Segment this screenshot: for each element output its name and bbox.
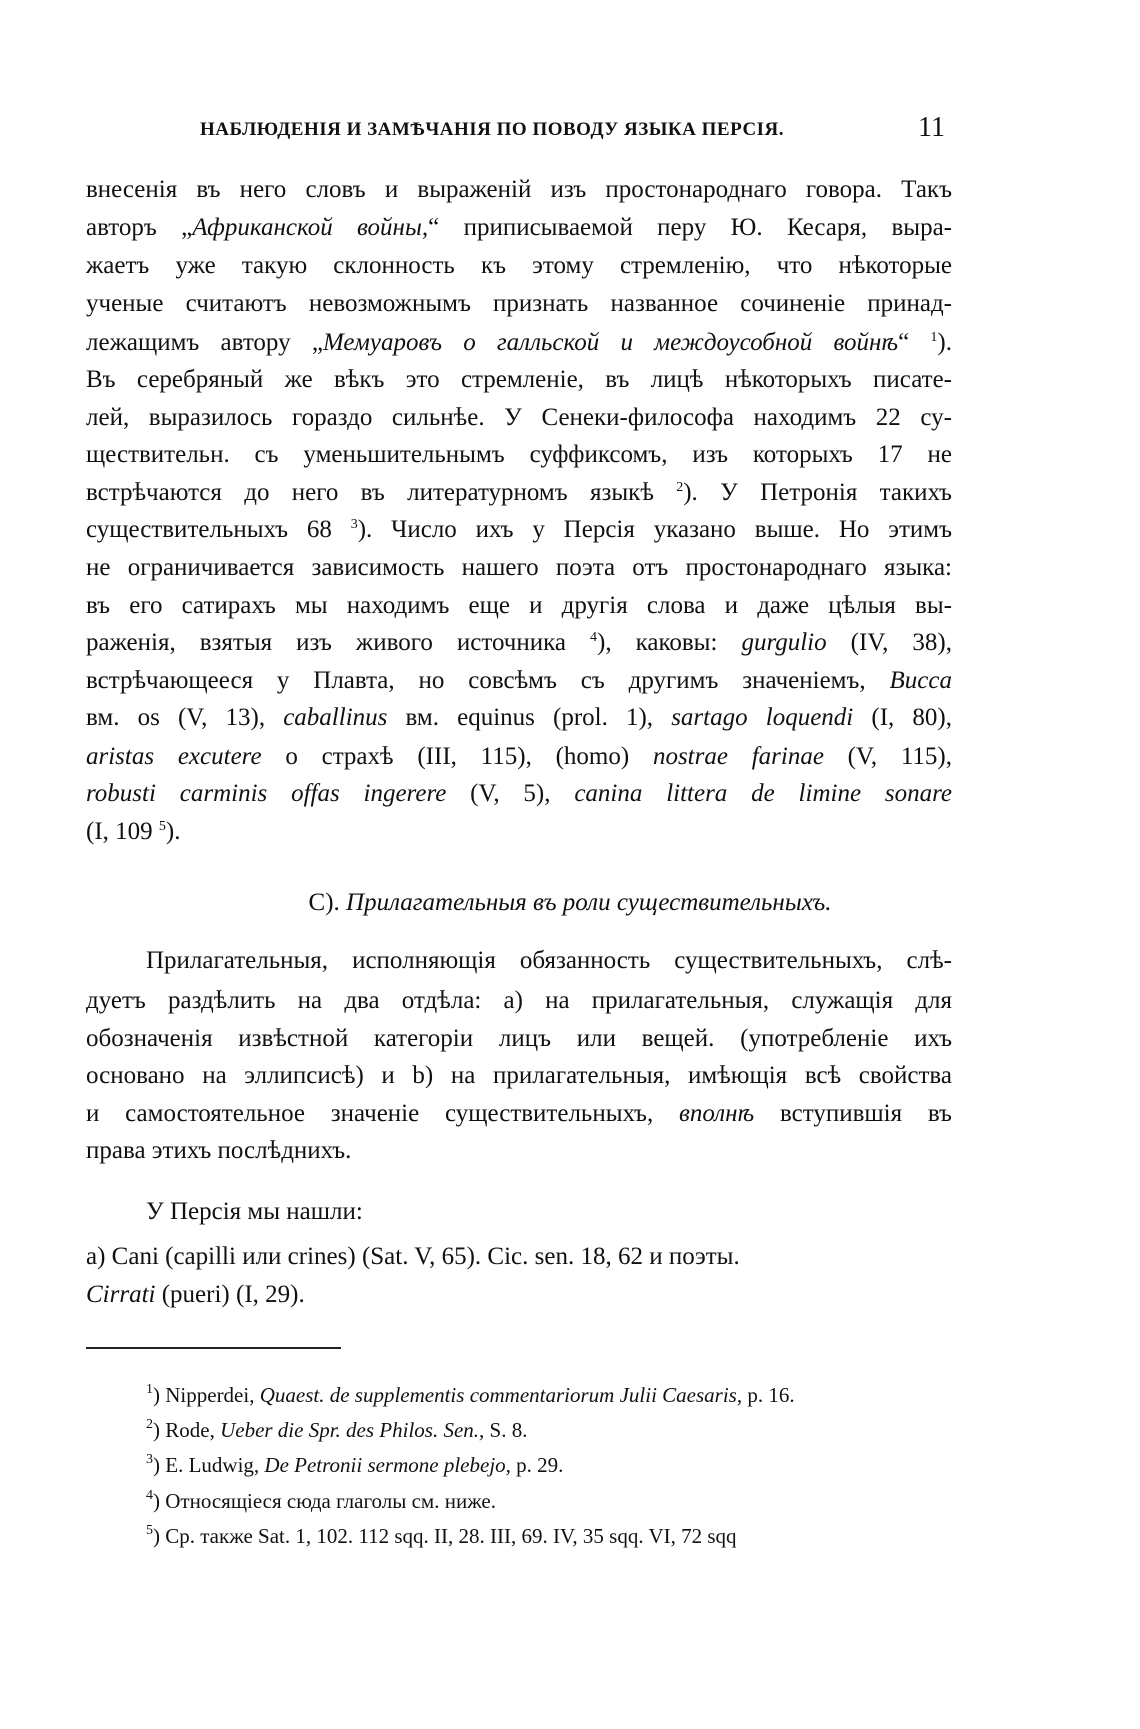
text-line bbox=[86, 175, 952, 205]
italic-text: De Petronii sermone plebejo, bbox=[264, 1453, 511, 1477]
text-line bbox=[86, 986, 952, 1016]
text-line bbox=[86, 742, 952, 772]
italic-text: Мемуаровъ о галльской и междоусобной войнѣ bbox=[322, 329, 899, 356]
footnote-marker: 2 bbox=[146, 1417, 153, 1432]
text: ). bbox=[937, 329, 952, 356]
text: (V, 5), bbox=[446, 780, 575, 807]
text-line bbox=[86, 1024, 952, 1054]
text: вм. equinus (prol. 1), bbox=[387, 704, 672, 731]
text: a) Cani (capilli или crines) (Sat. V, 65). Cic. sen. 18, 62 и поэты. bbox=[86, 1243, 740, 1270]
text: внесенія въ него словъ и выраженій изъ простонароднаго говора. Такъ bbox=[86, 176, 952, 203]
text: ). Число ихъ у Персія указано выше. Но этимъ bbox=[357, 516, 952, 543]
text: Въ серебряный же вѣкъ это стремленіе, въ лицѣ нѣкоторыхъ писате- bbox=[86, 366, 952, 393]
page-number: 11 bbox=[918, 112, 945, 143]
italic-text: canina littera de limine sonare bbox=[574, 780, 952, 807]
footnote-marker: 4 bbox=[146, 1488, 153, 1503]
section-label: C). bbox=[308, 889, 340, 916]
italic-text: Quaest. de supplementis commentariorum Julii Caesaris, bbox=[259, 1383, 743, 1407]
text-line bbox=[86, 779, 952, 809]
text: (pueri) (I, 29). bbox=[155, 1281, 305, 1308]
text: (V, 115), bbox=[823, 743, 952, 770]
text: раженія, взятыя изъ живого источника bbox=[86, 629, 591, 656]
text: “ приписываемой перу Ю. Кесаря, выра- bbox=[428, 214, 952, 241]
text: ) Cp. также Sat. 1, 102. 112 sqq. II, 28. III, 69. IV, 35 sqq. VI, 72 sqq bbox=[153, 1524, 737, 1548]
text: ществительн. съ уменьшительнымъ суффиксомъ, изъ которыхъ 17 не bbox=[86, 441, 952, 468]
text: S. 8. bbox=[484, 1418, 528, 1442]
text-line bbox=[86, 591, 952, 621]
text: ) Nipperdei, bbox=[153, 1383, 260, 1407]
footnote-marker: 5 bbox=[158, 819, 166, 834]
text: въ его сатирахъ мы находимъ еще и другія слова и даже цѣлыя вы- bbox=[86, 592, 952, 619]
text: ученые считаютъ невозможнымъ признать названное сочиненіе принад- bbox=[86, 290, 952, 317]
text-line bbox=[86, 515, 952, 545]
text: встрѣчающееся у Плавта, но совсѣмъ съ другимъ значеніемъ, bbox=[86, 667, 890, 694]
italic-text: вполнѣ bbox=[679, 1100, 755, 1127]
text: ) Rode, bbox=[153, 1418, 221, 1442]
text: вм. os (V, 13), bbox=[86, 704, 284, 731]
text: Прилагательныя, исполняющія обязанность существительныхъ, слѣ- bbox=[146, 947, 952, 974]
footnote-marker: 3 bbox=[146, 1452, 153, 1467]
text-line bbox=[86, 628, 952, 658]
footnote bbox=[146, 1382, 795, 1408]
text-line bbox=[146, 946, 952, 976]
footnote-divider bbox=[86, 1347, 341, 1349]
text-line bbox=[86, 1099, 952, 1129]
footnote-marker: 3 bbox=[350, 517, 358, 532]
text-line bbox=[86, 328, 952, 358]
text: лей, выразилось гораздо сильнѣе. У Сенеки-философа находимъ 22 су- bbox=[86, 404, 952, 431]
text: p. 29. bbox=[510, 1453, 564, 1477]
text-line bbox=[86, 817, 952, 847]
footnote bbox=[146, 1417, 527, 1443]
text: (IV, 38), bbox=[826, 629, 952, 656]
italic-text: robusti carminis offas ingerere bbox=[86, 780, 447, 807]
footnote bbox=[146, 1523, 737, 1549]
text: о страхѣ (III, 115), (homo) bbox=[261, 743, 653, 770]
text-line bbox=[86, 440, 952, 470]
italic-text: Cirrati bbox=[86, 1281, 156, 1308]
text-line bbox=[86, 666, 952, 696]
text: p. 16. bbox=[742, 1383, 795, 1407]
footnote bbox=[146, 1452, 563, 1478]
footnote-marker: 1 bbox=[930, 330, 938, 345]
text-line bbox=[86, 1061, 952, 1091]
footnote-marker: 5 bbox=[146, 1523, 153, 1538]
text: авторъ „ bbox=[86, 214, 193, 241]
text: (I, 80), bbox=[853, 704, 952, 731]
text: дуетъ раздѣлить на два отдѣла: a) на прилагательныя, служащія для bbox=[86, 987, 952, 1014]
text-line bbox=[86, 478, 952, 508]
footnote bbox=[146, 1488, 496, 1514]
text: лежащимъ автору „ bbox=[86, 329, 323, 356]
italic-text: gurgulio bbox=[741, 629, 827, 656]
italic-text: caballinus bbox=[283, 704, 388, 731]
text-line bbox=[86, 553, 952, 583]
italic-text: Африканской войны, bbox=[192, 214, 429, 241]
text: встрѣчаются до него въ литературномъ языкѣ bbox=[86, 479, 677, 506]
text: ) E. Ludwig, bbox=[153, 1453, 265, 1477]
text-line bbox=[86, 289, 952, 319]
italic-text: nostrae farinae bbox=[652, 743, 824, 770]
text: ). У Петронія такихъ bbox=[683, 479, 952, 506]
section-heading bbox=[0, 888, 1140, 918]
text: вступившія въ bbox=[754, 1100, 952, 1127]
italic-text: Ueber die Spr. des Philos. Sen., bbox=[220, 1418, 485, 1442]
text: и самостоятельное значеніе существительныхъ, bbox=[86, 1100, 679, 1127]
text: ). bbox=[165, 818, 181, 845]
text: не ограничивается зависимость нашего поэта отъ простонароднаго языка: bbox=[86, 554, 952, 581]
text: существительныхъ 68 bbox=[86, 516, 351, 543]
text: жаетъ уже такую склонность къ этому стремленію, что нѣкоторые bbox=[86, 252, 952, 279]
text-line bbox=[146, 1197, 952, 1227]
section-title: Прилагательныя въ роли существительныхъ. bbox=[346, 889, 832, 916]
italic-text: sartago loquendi bbox=[671, 704, 854, 731]
text: (I, 109 bbox=[86, 818, 159, 845]
text-line bbox=[86, 703, 952, 733]
footnote-marker: 4 bbox=[590, 630, 598, 645]
text: “ bbox=[898, 329, 931, 356]
footnote-marker: 2 bbox=[676, 480, 684, 495]
text: ), каковы: bbox=[597, 629, 742, 656]
running-header: НАБЛЮДЕНІЯ И ЗАМѢЧАНІЯ ПО ПОВОДУ ЯЗЫКА ПЕРСІЯ. bbox=[200, 119, 785, 140]
text: основано на эллипсисѣ) и b) на прилагательныя, имѣющія всѣ свойства bbox=[86, 1062, 952, 1089]
text-line bbox=[86, 251, 952, 281]
footnote-marker: 1 bbox=[146, 1382, 153, 1397]
text: права этихъ послѣднихъ. bbox=[86, 1137, 352, 1164]
text-line bbox=[86, 1242, 952, 1272]
text-line bbox=[86, 365, 952, 395]
italic-text: aristas excutere bbox=[86, 743, 262, 770]
text: У Персія мы нашли: bbox=[146, 1198, 363, 1225]
text-line bbox=[86, 1280, 952, 1310]
text-line bbox=[86, 213, 952, 243]
italic-text: Bucca bbox=[889, 667, 952, 694]
text: ) Относящіеся сюда глаголы см. ниже. bbox=[153, 1489, 496, 1513]
text-line bbox=[86, 403, 952, 433]
text: обозначенія извѣстной категоріи лицъ или вещей. (употребленіе ихъ bbox=[86, 1025, 952, 1052]
text-line bbox=[86, 1136, 952, 1166]
